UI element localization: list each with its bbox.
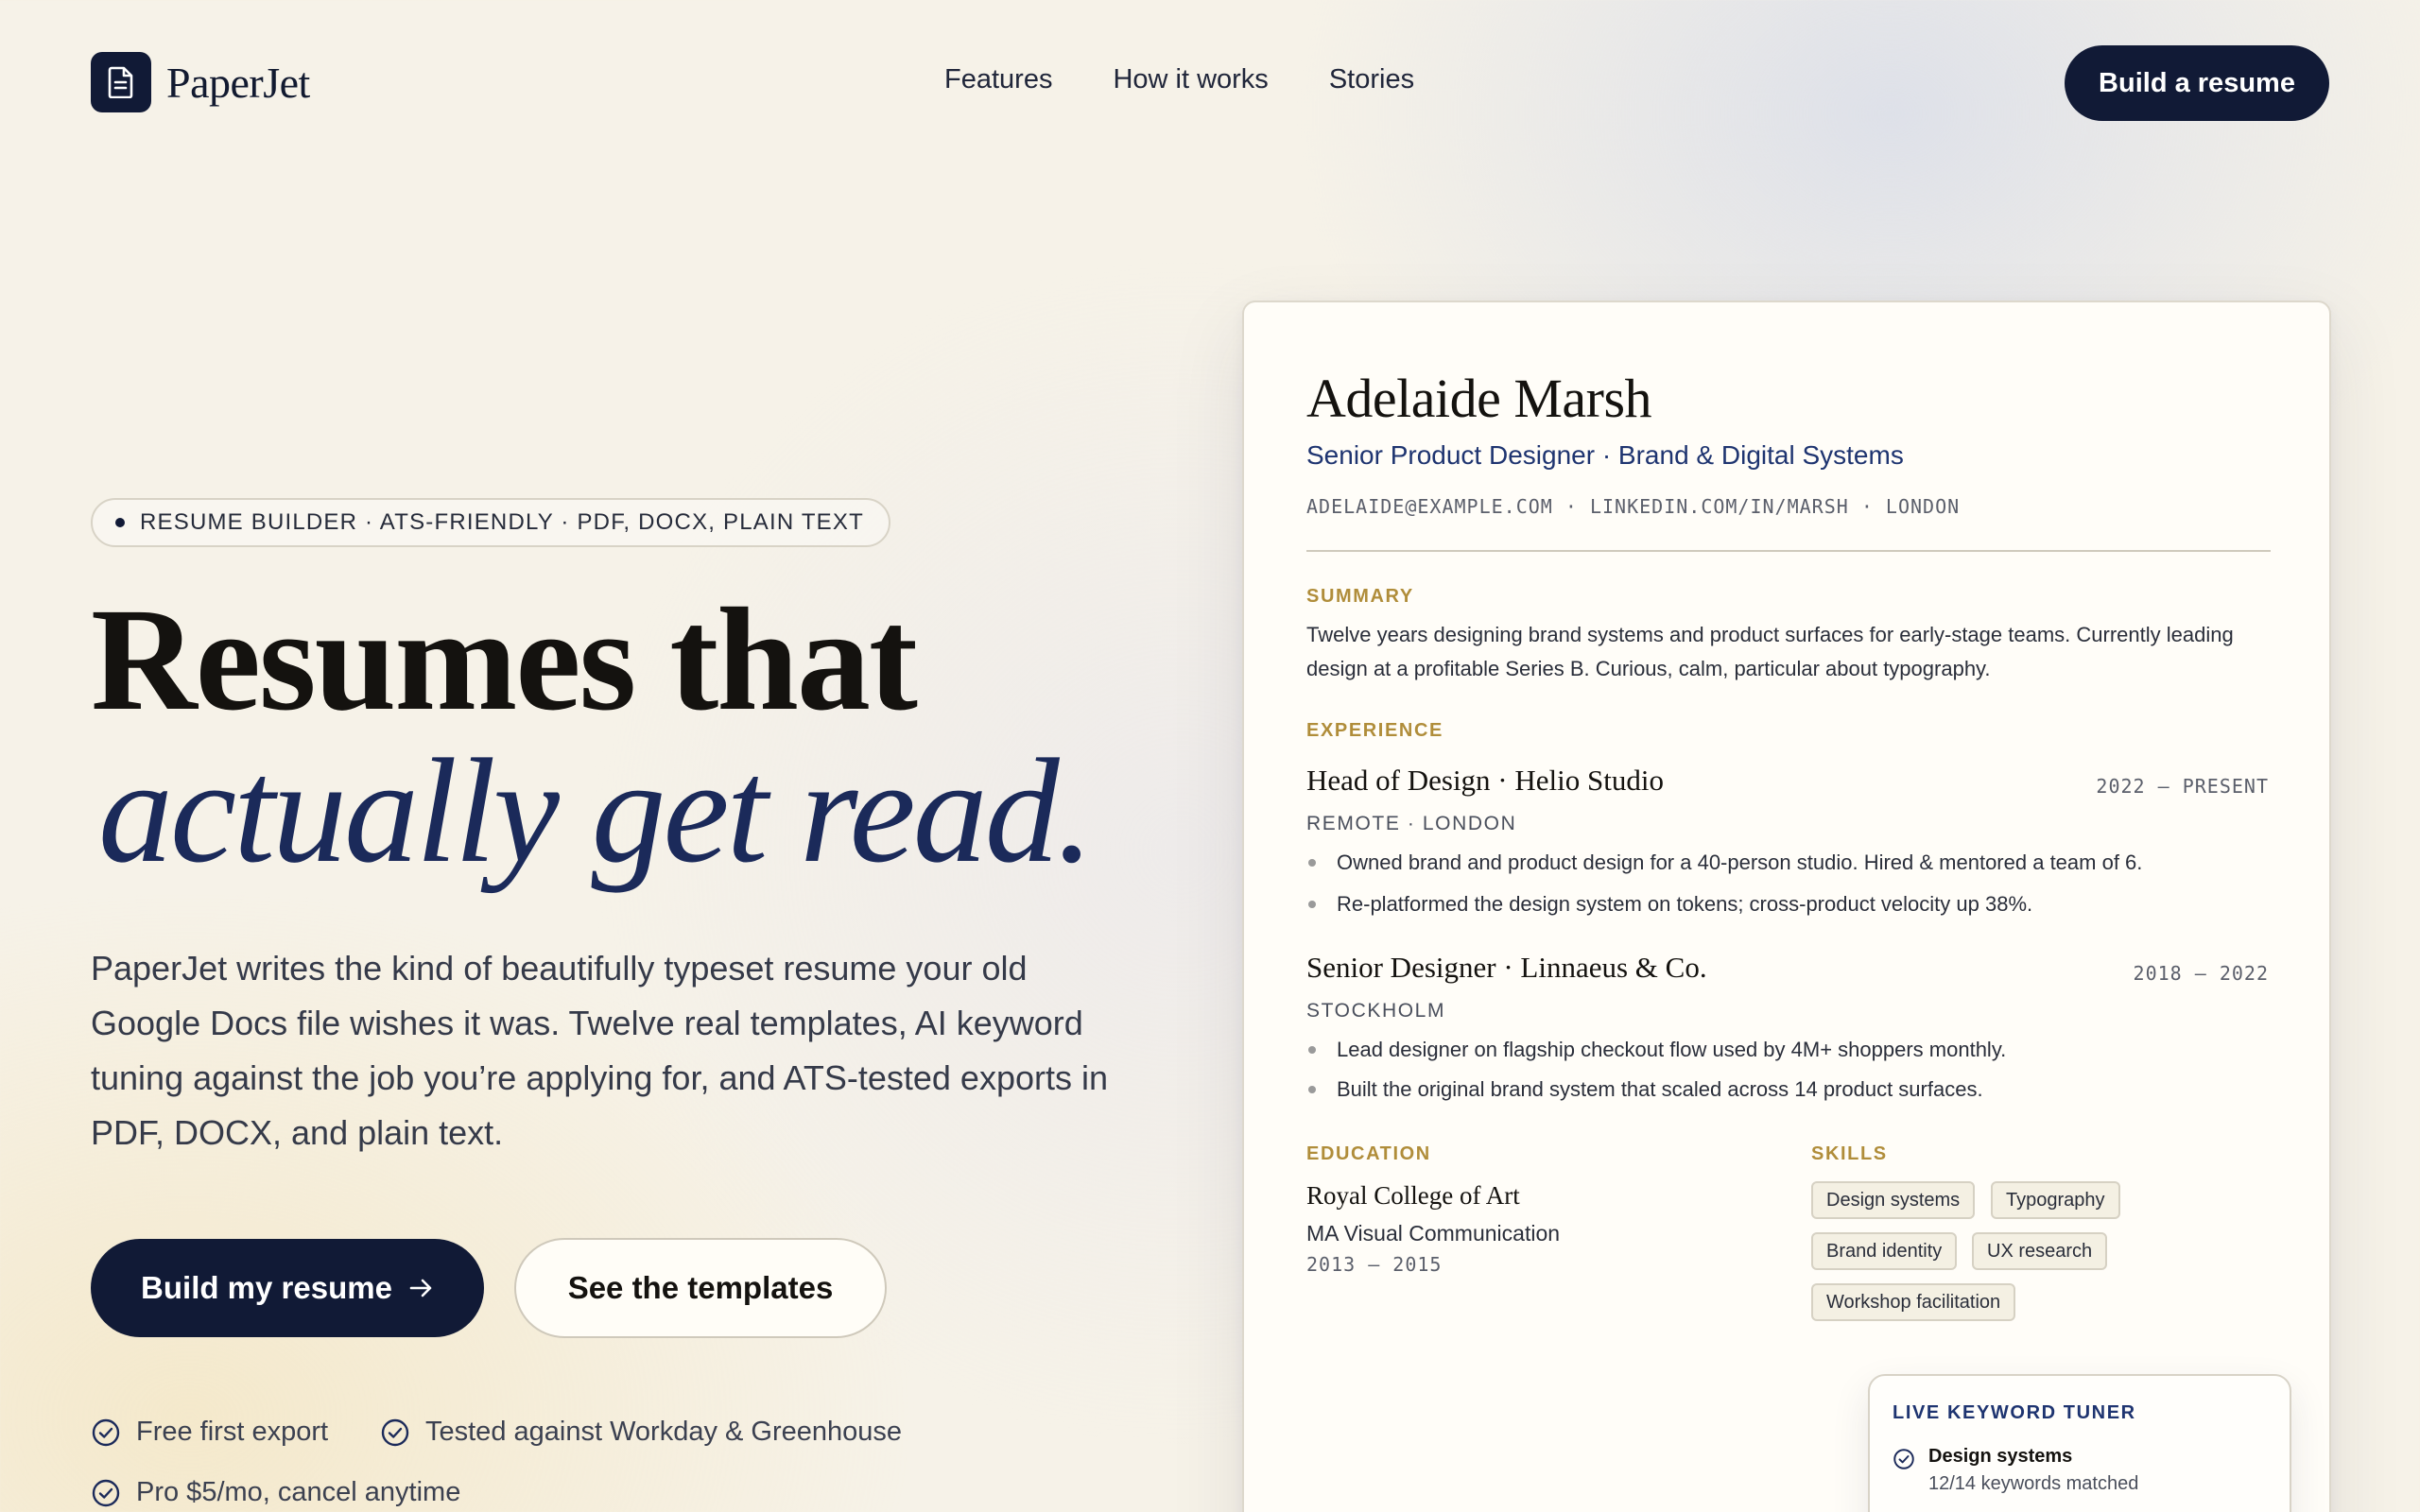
skill-tag: Brand identity (1811, 1232, 1957, 1270)
nav-link-how-it-works[interactable]: How it works (1113, 64, 1269, 94)
skill-tag: Workshop facilitation (1811, 1283, 2015, 1321)
job-dates: 2022 – PRESENT (2096, 775, 2269, 798)
keyword-tuner-panel (1868, 1374, 2291, 1512)
resume-role: Senior Product Designer · Brand & Digital Systems (1306, 440, 1904, 470)
job-bullet-text: Re-platformed the design system on tokens; cross-product velocity up 38%. (1337, 892, 2033, 916)
bullet-dot-icon (115, 518, 125, 527)
check-circle-icon (1893, 1448, 1915, 1470)
job-location: REMOTE · LONDON (1306, 813, 1517, 834)
job-bullet (1308, 850, 2142, 875)
feature-check-label: Free first export (136, 1417, 329, 1447)
skill-tag: UX research (1972, 1232, 2107, 1270)
job-title: Head of Design · Helio Studio (1306, 764, 1664, 797)
keyword-tuner-title: LIVE KEYWORD TUNER (1893, 1402, 2136, 1423)
eyebrow-pill (91, 498, 890, 547)
feature-check-label: Tested against Workday & Greenhouse (425, 1417, 903, 1447)
headline-line-2: actually get read. (98, 729, 1092, 894)
bullet-dot-icon (1308, 901, 1316, 908)
feature-check-pricing (91, 1477, 460, 1508)
job-bullet-text: Owned brand and product design for a 40-person studio. Hired & mentored a team of 6. (1337, 850, 2143, 874)
headline-line-1: Resumes that (91, 577, 916, 741)
feature-check-free-export (91, 1417, 328, 1448)
brand-logo[interactable] (91, 52, 310, 112)
experience-heading: EXPERIENCE (1306, 720, 1443, 741)
resume-divider (1306, 550, 2271, 552)
document-icon (91, 52, 151, 112)
resume-contact: ADELAIDE@EXAMPLE.COM · LINKEDIN.COM/IN/MARSH · LONDON (1306, 495, 1961, 518)
job-bullet (1308, 1038, 2006, 1062)
education-heading: EDUCATION (1306, 1143, 1431, 1164)
job-bullet-text: Built the original brand system that scaled across 14 product surfaces. (1337, 1077, 1983, 1101)
job-bullet-text: Lead designer on flagship checkout flow used by 4M+ shoppers monthly. (1337, 1038, 2007, 1061)
nav-link-stories[interactable]: Stories (1328, 64, 1415, 94)
skill-tag: Design systems (1811, 1181, 1975, 1219)
hero-description: PaperJet writes the kind of beautifully typeset resume your old Google Docs file wishes it was. Twelve real templates, AI keyword tuning against the job you’re applying for, and ATS-tested exports in PDF, DOCX, and plain text. (91, 949, 1109, 1152)
arrow-right-icon (409, 1278, 434, 1298)
resume-name: Adelaide Marsh (1306, 368, 1652, 429)
build-a-resume-button[interactable]: Build a resume (2065, 45, 2329, 121)
check-circle-icon (91, 1418, 121, 1448)
keyword-tuner-keyword: Design systems (1928, 1446, 2073, 1467)
check-circle-icon (380, 1418, 410, 1448)
bullet-dot-icon (1308, 1086, 1316, 1093)
resume-preview-card (1242, 301, 2331, 1512)
see-templates-button[interactable]: See the templates (514, 1238, 887, 1338)
eyebrow-text: RESUME BUILDER · ATS-FRIENDLY · PDF, DOCX, PLAIN TEXT (140, 509, 864, 535)
check-circle-icon (91, 1478, 121, 1508)
build-my-resume-label: Build my resume (141, 1270, 392, 1305)
brand-name: PaperJet (166, 58, 310, 107)
education-degree: MA Visual Communication (1306, 1221, 1561, 1246)
feature-check-ats-tested (380, 1417, 902, 1448)
skills-heading: SKILLS (1811, 1143, 1888, 1164)
summary-text: Twelve years designing brand systems and product surfaces for early-stage teams. Currently leading design at a profitable Series B. Curious, calm, particular about typography. (1306, 623, 2234, 680)
job-dates: 2018 – 2022 (2133, 962, 2269, 985)
skill-tag: Typography (1991, 1181, 2120, 1219)
keyword-tuner-item (1893, 1446, 2138, 1495)
bullet-dot-icon (1308, 1046, 1316, 1054)
keyword-tuner-match-count: 12/14 keywords matched (1928, 1473, 2139, 1494)
job-bullet (1308, 892, 2032, 917)
main-nav (944, 64, 1414, 95)
job-location: STOCKHOLM (1306, 1000, 1446, 1022)
feature-check-label: Pro $5/mo, cancel anytime (136, 1477, 461, 1507)
job-title: Senior Designer · Linnaeus & Co. (1306, 951, 1707, 984)
education-years: 2013 – 2015 (1306, 1253, 1443, 1276)
summary-heading: SUMMARY (1306, 586, 1414, 607)
nav-link-features[interactable]: Features (944, 64, 1053, 94)
job-bullet (1308, 1077, 1983, 1102)
education-school: Royal College of Art (1306, 1181, 1520, 1210)
bullet-dot-icon (1308, 859, 1316, 867)
build-my-resume-button[interactable] (91, 1239, 484, 1337)
